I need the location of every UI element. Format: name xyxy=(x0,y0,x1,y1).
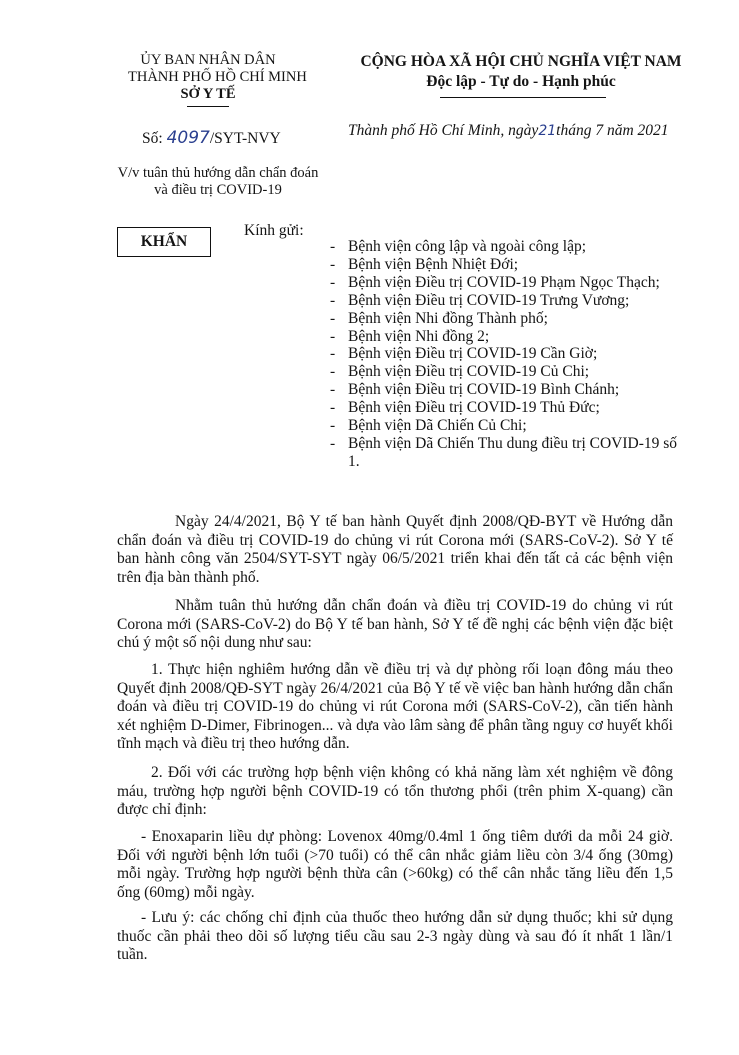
subject-line1: V/v tuân thủ hướng dẫn chẩn đoán xyxy=(117,165,319,181)
recipient-item: - Bệnh viện Dã Chiến Thu dung điều trị COVID-19 số 1. xyxy=(330,435,678,471)
date-line xyxy=(348,122,669,140)
recipient-item: - Bệnh viện Điều trị COVID-19 Củ Chi; xyxy=(330,363,678,381)
handwritten-day: 21 xyxy=(538,123,557,139)
body-paragraph-2: Nhằm tuân thủ hướng dẫn chẩn đoán và điều trị COVID-19 do chủng vi rút Corona mới (SARS-CoV-2) do Bộ Y tế ban hành, Sở Y tế đề nghị các bệnh viện đặc biệt chú ý một số nội dung như sau: xyxy=(117,597,673,652)
recipient-item: - Bệnh viện công lập và ngoài công lập; xyxy=(330,238,678,256)
recipient-item: - Bệnh viện Điều trị COVID-19 Cần Giờ; xyxy=(330,345,678,363)
recipient-list xyxy=(330,238,678,471)
document-number xyxy=(142,128,281,148)
recipient-item: - Bệnh viện Điều trị COVID-19 Phạm Ngọc Thạch; xyxy=(330,274,678,292)
body-item-2: 2. Đối với các trường hợp bệnh viện không có khả năng làm xét nghiệm về đông máu, trường hợp người bệnh COVID-19 có tổn thương phổi (trên phim X-quang) cần được chỉ định: xyxy=(117,764,673,819)
issuer-line2: THÀNH PHỐ HỒ CHÍ MINH xyxy=(128,69,307,85)
recipient-item: - Bệnh viện Nhi đồng 2; xyxy=(330,328,678,346)
issuer-department: SỞ Y TẾ xyxy=(180,86,236,102)
recipient-item: - Bệnh viện Điều trị COVID-19 Trưng Vương; xyxy=(330,292,678,310)
body-paragraph-1: Ngày 24/4/2021, Bộ Y tế ban hành Quyết định 2008/QĐ-BYT về Hướng dẫn chẩn đoán và điều trị COVID-19 do chủng vi rút Corona mới (SARS-CoV-2). Sở Y tế ban hành công văn 2504/SYT-SYT ngày 06/5/2021 triển khai đến tất cả các bệnh viện trên địa bàn thành phố. xyxy=(117,513,673,586)
body-dosage: - Enoxaparin liều dự phòng: Lovenox 40mg/0.4ml 1 ống tiêm dưới da mỗi 24 giờ. Đối với người bệnh lớn tuổi (>70 tuổi) có thể cân nhắc giảm liều còn 3/4 ống (30mg) mỗi ngày. Trường hợp người bệnh thừa cân (>60kg) có thể cân nhắc tăng liều đến 1,5 ống (60mg) mỗi ngày. xyxy=(117,828,673,901)
recipient-item: - Bệnh viện Điều trị COVID-19 Thủ Đức; xyxy=(330,399,678,417)
date-suffix: tháng 7 năm 2021 xyxy=(556,122,669,139)
subject-block xyxy=(108,165,328,199)
number-suffix: /SYT-NVY xyxy=(209,130,281,147)
urgent-stamp: KHẨN xyxy=(117,227,211,257)
subject-line2: và điều trị COVID-19 xyxy=(154,182,282,198)
issuer-block xyxy=(128,52,307,103)
recipient-item: - Bệnh viện Nhi đồng Thành phố; xyxy=(330,310,678,328)
number-prefix: Số: xyxy=(142,130,163,147)
issuer-underline xyxy=(187,106,229,107)
national-header xyxy=(356,52,686,92)
national-title: CỘNG HÒA XÃ HỘI CHỦ NGHĨA VIỆT NAM xyxy=(360,53,682,70)
national-motto: Độc lập - Tự do - Hạnh phúc xyxy=(426,73,616,90)
body-item-1: 1. Thực hiện nghiêm hướng dẫn về điều trị và dự phòng rối loạn đông máu theo Quyết định 2008/QĐ-SYT ngày 26/4/2021 của Bộ Y tế về việc ban hành hướng dẫn chẩn đoán và điều trị COVID-19 do chủng vi rút Corona mới (SARS-CoV-2), cần tiến hành xét nghiệm D-Dimer, Fibrinogen... và dựa vào lâm sàng để phân tầng nguy cơ huyết khối tĩnh mạch và điều trị theo hướng dẫn. xyxy=(117,661,673,753)
issuer-line1: ỦY BAN NHÂN DÂN xyxy=(140,52,276,68)
body-note: - Lưu ý: các chống chỉ định của thuốc theo hướng dẫn sử dụng thuốc; khi sử dụng thuốc cần phải theo dõi số lượng tiểu cầu sau 2-3 ngày dùng và sau đó ít nhất 1 lần/1 tuần. xyxy=(117,909,673,964)
recipient-item: - Bệnh viện Bệnh Nhiệt Đới; xyxy=(330,256,678,274)
handwritten-number: 4097 xyxy=(166,128,210,148)
recipient-item: - Bệnh viện Điều trị COVID-19 Bình Chánh; xyxy=(330,381,678,399)
date-prefix: Thành phố Hồ Chí Minh, ngày xyxy=(348,122,539,139)
recipient-item: - Bệnh viện Dã Chiến Củ Chi; xyxy=(330,417,678,435)
motto-underline xyxy=(440,97,606,98)
recipients-label: Kính gửi: xyxy=(244,222,304,239)
